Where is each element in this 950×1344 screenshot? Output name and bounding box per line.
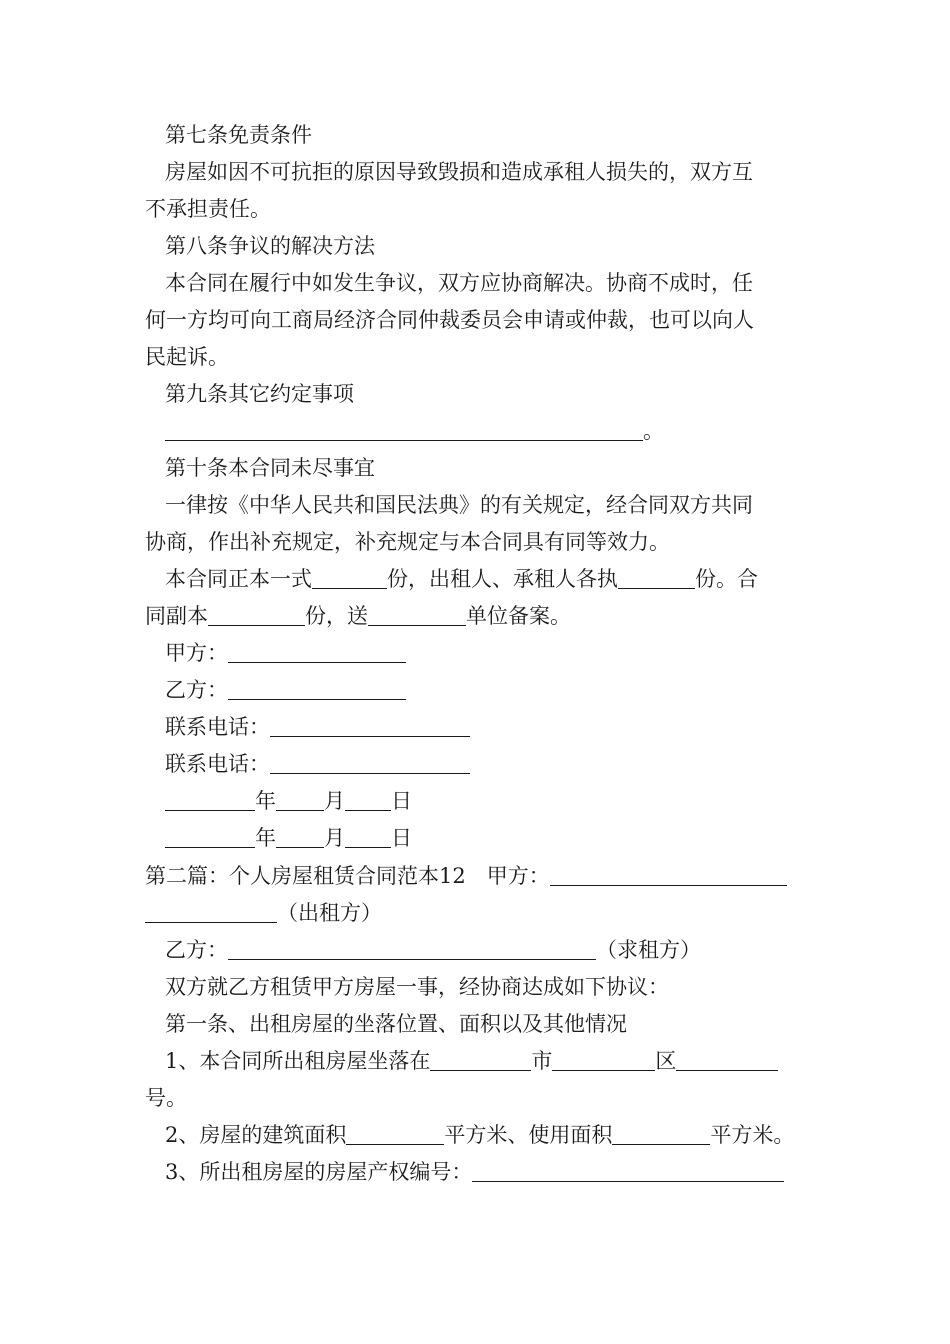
- day-label: 日: [391, 789, 412, 813]
- blank-underline: [165, 790, 255, 811]
- blank-underline: [228, 939, 596, 960]
- article-9-title: 第九条其它约定事项: [165, 382, 354, 406]
- item-1-district: 区: [655, 1049, 677, 1073]
- blank-underline: [276, 790, 324, 811]
- article-7-title: 第七条免责条件: [165, 123, 312, 147]
- lessor-tag: （出租方）: [277, 901, 382, 925]
- copies-line-2: [145, 602, 810, 630]
- phone-b-line: [165, 750, 830, 778]
- phone-a-label: 联系电话：: [165, 715, 270, 739]
- item-2-text-c: 平方米。: [710, 1123, 795, 1147]
- article-10-body-line-2: 协商，作出补充规定，补充规定与本合同具有同等效力。: [145, 530, 670, 554]
- copies-text-f: 单位备案。: [466, 604, 571, 628]
- party-a-label: 甲方：: [165, 641, 228, 665]
- copies-text-e: 份，送: [305, 604, 368, 628]
- party-b-label: 乙方：: [165, 938, 228, 962]
- blank-underline: [270, 716, 470, 737]
- blank-underline: [208, 605, 305, 626]
- copies-text-a: 本合同正本一式: [165, 567, 312, 591]
- year-label: 年: [255, 789, 276, 813]
- item-2-line: [165, 1121, 830, 1149]
- phone-b-label: 联系电话：: [165, 752, 270, 776]
- party-b-label: 乙方：: [165, 678, 228, 702]
- blank-underline: [612, 1124, 710, 1145]
- article-7-body-line-2: 不承担责任。: [145, 197, 271, 221]
- blank-underline: [368, 605, 466, 626]
- article-8-body-line-3: 民起诉。: [145, 345, 229, 369]
- year-label: 年: [255, 826, 276, 850]
- blank-underline: [550, 865, 787, 886]
- lessee-line: [165, 936, 830, 964]
- blank-underline: [276, 827, 324, 848]
- lessor-line: [145, 899, 810, 927]
- blank-underline: [345, 827, 391, 848]
- party-a-label: 甲方：: [486, 864, 550, 888]
- blank-underline: [346, 1124, 444, 1145]
- item-1-city: 市: [531, 1049, 553, 1073]
- month-label: 月: [324, 826, 345, 850]
- article-8-body-line-2: 何一方均可向工商局经济合同仲裁委员会申请或仲裁，也可以向人: [145, 308, 754, 332]
- item-2-text-b: 平方米、使用面积: [444, 1123, 613, 1147]
- copies-text-d: 同副本: [145, 604, 208, 628]
- item-2-text-a: 2、房屋的建筑面积: [165, 1123, 347, 1147]
- article-8-body-line-1: 本合同在履行中如发生争议，双方应协商解决。协商不成时，任: [165, 271, 753, 295]
- item-1-number-line: 号。: [145, 1086, 187, 1110]
- item-1-line: [165, 1047, 830, 1075]
- blank-underline: [228, 679, 406, 700]
- date-line-2: [165, 824, 830, 852]
- party-b-signature-line: [165, 676, 830, 704]
- second-contract-heading: 第二篇：个人房屋租赁合同范本12: [145, 864, 466, 888]
- blank-underline: [345, 790, 391, 811]
- copies-text-b: 份，出租人、承租人各执: [387, 567, 618, 591]
- blank-underline: [270, 753, 470, 774]
- blank-underline: [430, 1050, 531, 1071]
- blank-underline: [472, 1161, 784, 1182]
- second-contract-heading-line: [145, 862, 810, 890]
- month-label: 月: [324, 789, 345, 813]
- item-3-line: [165, 1158, 830, 1186]
- agreement-intro: 双方就乙方租赁甲方房屋一事，经协商达成如下协议：: [165, 975, 669, 999]
- blank-underline: [618, 568, 695, 589]
- article-7-body-line-1: 房屋如因不可抗拒的原因导致毁损和造成承租人损失的，双方互: [165, 160, 753, 184]
- copies-text-c: 份。合: [695, 567, 758, 591]
- article-9-period: 。: [643, 419, 664, 443]
- blank-underline: [228, 642, 406, 663]
- blank-underline: [165, 420, 643, 441]
- blank-underline: [145, 902, 277, 923]
- party-a-signature-line: [165, 639, 830, 667]
- lessee-tag: （求租方）: [596, 938, 701, 962]
- phone-a-line: [165, 713, 830, 741]
- blank-underline: [312, 568, 387, 589]
- copies-line-1: [165, 565, 830, 593]
- article-10-title: 第十条本合同未尽事宜: [165, 456, 375, 480]
- blank-underline: [676, 1050, 778, 1071]
- article-10-body-line-1: 一律按《中华人民共和国民法典》的有关规定，经合同双方共同: [165, 493, 753, 517]
- blank-underline: [552, 1050, 655, 1071]
- article-8-title: 第八条争议的解决方法: [165, 234, 375, 258]
- item-3-text: 3、所出租房屋的房屋产权编号：: [165, 1160, 473, 1184]
- date-line-1: [165, 787, 830, 815]
- day-label: 日: [391, 826, 412, 850]
- blank-underline: [165, 827, 255, 848]
- article-9-blank-line: [165, 417, 830, 445]
- article-1-title: 第一条、出租房屋的坐落位置、面积以及其他情况: [165, 1012, 627, 1036]
- item-1-text: 1、本合同所出租房屋坐落在: [165, 1049, 431, 1073]
